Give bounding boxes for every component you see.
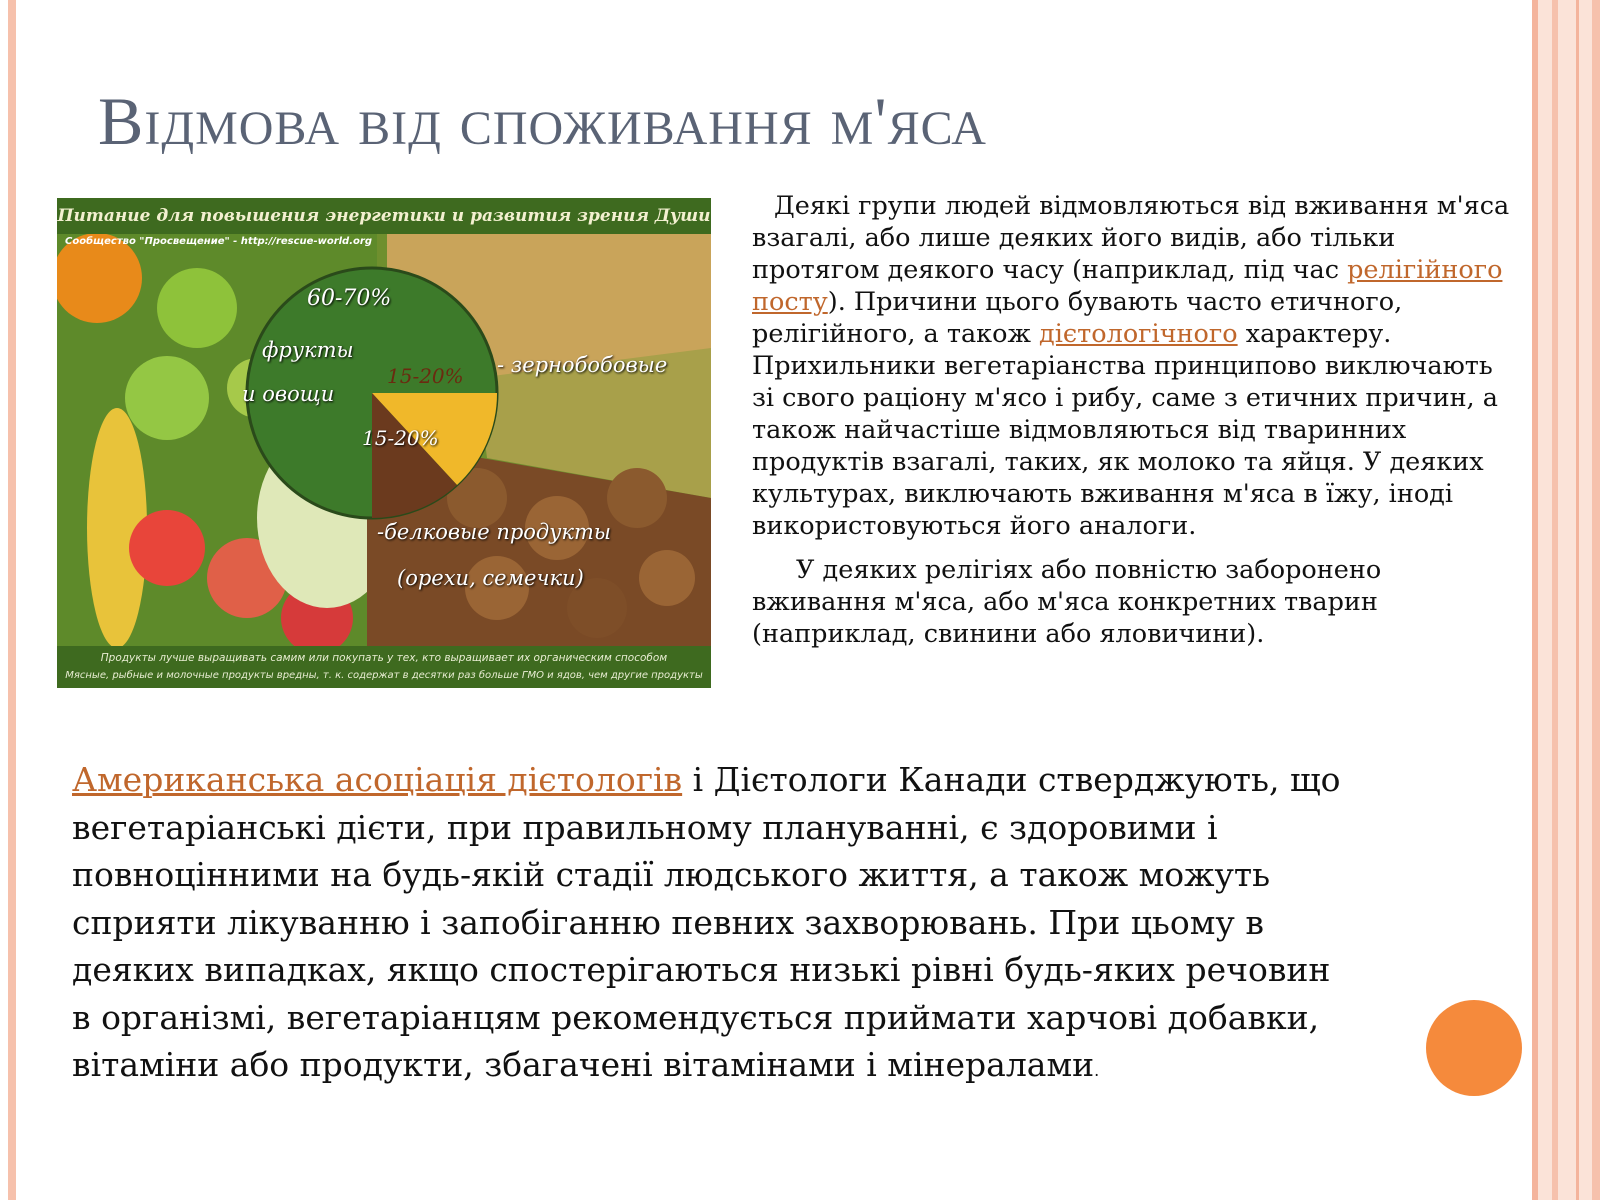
bottom-text-block	[72, 756, 1352, 1095]
fruits-label-line2: и овощи	[242, 382, 335, 406]
decorative-orange-circle	[1426, 1000, 1522, 1096]
paragraph-1-part1: Деякі групи людей відмовляються від вживання м'яса взагалі, або лише деяких його видів, або тільки протягом деякого часу (наприклад, під час	[752, 191, 1510, 285]
right-border-stripe	[1532, 0, 1538, 1200]
right-border-stripe	[1592, 0, 1600, 1200]
infographic-footer	[57, 646, 711, 688]
bottom-text: і Дієтологи Канади стверджують, що вегетаріанські дієти, при правильному плануванні, є здоровими і повноцінними на будь-якій стадії людського життя, а також можуть сприяти лікуванню і запобіганню певних захворювань. При цьому в деяких випадках, якщо спостерігаються низькі рівні будь-яких речовин в організмі, вегетаріанцям рекомендується приймати харчові добавки, вітаміни або продукти, збагачені вітамінами і мінералами	[72, 760, 1341, 1084]
nutrition-infographic-image	[57, 198, 711, 688]
paragraph-2	[752, 554, 1512, 650]
right-border-stripe	[1552, 0, 1558, 1200]
protein-percent-label: 15-20%	[362, 426, 439, 450]
infographic-header: Питание для повышения энергетики и развития зрения Души	[57, 198, 711, 234]
infographic-footer-line1: Продукты лучше выращивать самим или покупать у тех, кто выращивает их органическим способом	[100, 652, 668, 664]
dietology-link[interactable]: дієтологічного	[1039, 319, 1238, 349]
paragraph-1-part2: ). Причини цього бувають часто етичного, релігійного, а також	[752, 287, 1403, 349]
right-border-panel	[1532, 0, 1600, 1200]
bottom-text-end: .	[1094, 1061, 1100, 1080]
fruits-percent-label: 60-70%	[307, 286, 392, 311]
protein-label-line1: -белковые продукты	[377, 520, 611, 544]
left-border-stripe	[8, 0, 16, 1200]
grains-label: - зернобобовые	[497, 353, 668, 377]
infographic-source: Сообщество "Просвещение" - http://rescue-world.org	[65, 236, 372, 247]
religious-fast-link[interactable]: релігійного посту	[752, 255, 1503, 317]
paragraph-2-text: У деяких релігіях або повністю заборонено вживання м'яса, або м'яса конкретних тварин (наприклад, свинини або яловичини).	[752, 555, 1382, 649]
right-text-block	[752, 190, 1512, 650]
grains-percent-label: 15-20%	[387, 364, 464, 388]
protein-label-line2: (орехи, семечки)	[397, 566, 584, 590]
paragraph-1	[752, 190, 1512, 542]
infographic-footer-line2: Мясные, рыбные и молочные продукты вредны, т. к. содержат в десятки раз больше ГМО и ядов, чем другие продукты	[65, 670, 703, 681]
fruits-label-line1: фрукты	[262, 338, 354, 362]
right-border-stripe	[1576, 0, 1579, 1200]
paragraph-1-part3: характеру. Прихильники вегетаріанства принципово виключають зі свого раціону м'ясо і рибу, саме з етичних причин, а також найчастіше відмовляються від тваринних продуктів взагалі, таких, як молоко та яйця. У деяких культурах, виключають вживання м'яса в їжу, іноді використовуються його аналоги.	[752, 319, 1498, 541]
american-dietetic-association-link[interactable]: Американська асоціація дієтологів	[72, 760, 683, 799]
slide-title: Відмова від споживання м'яса	[98, 83, 987, 159]
